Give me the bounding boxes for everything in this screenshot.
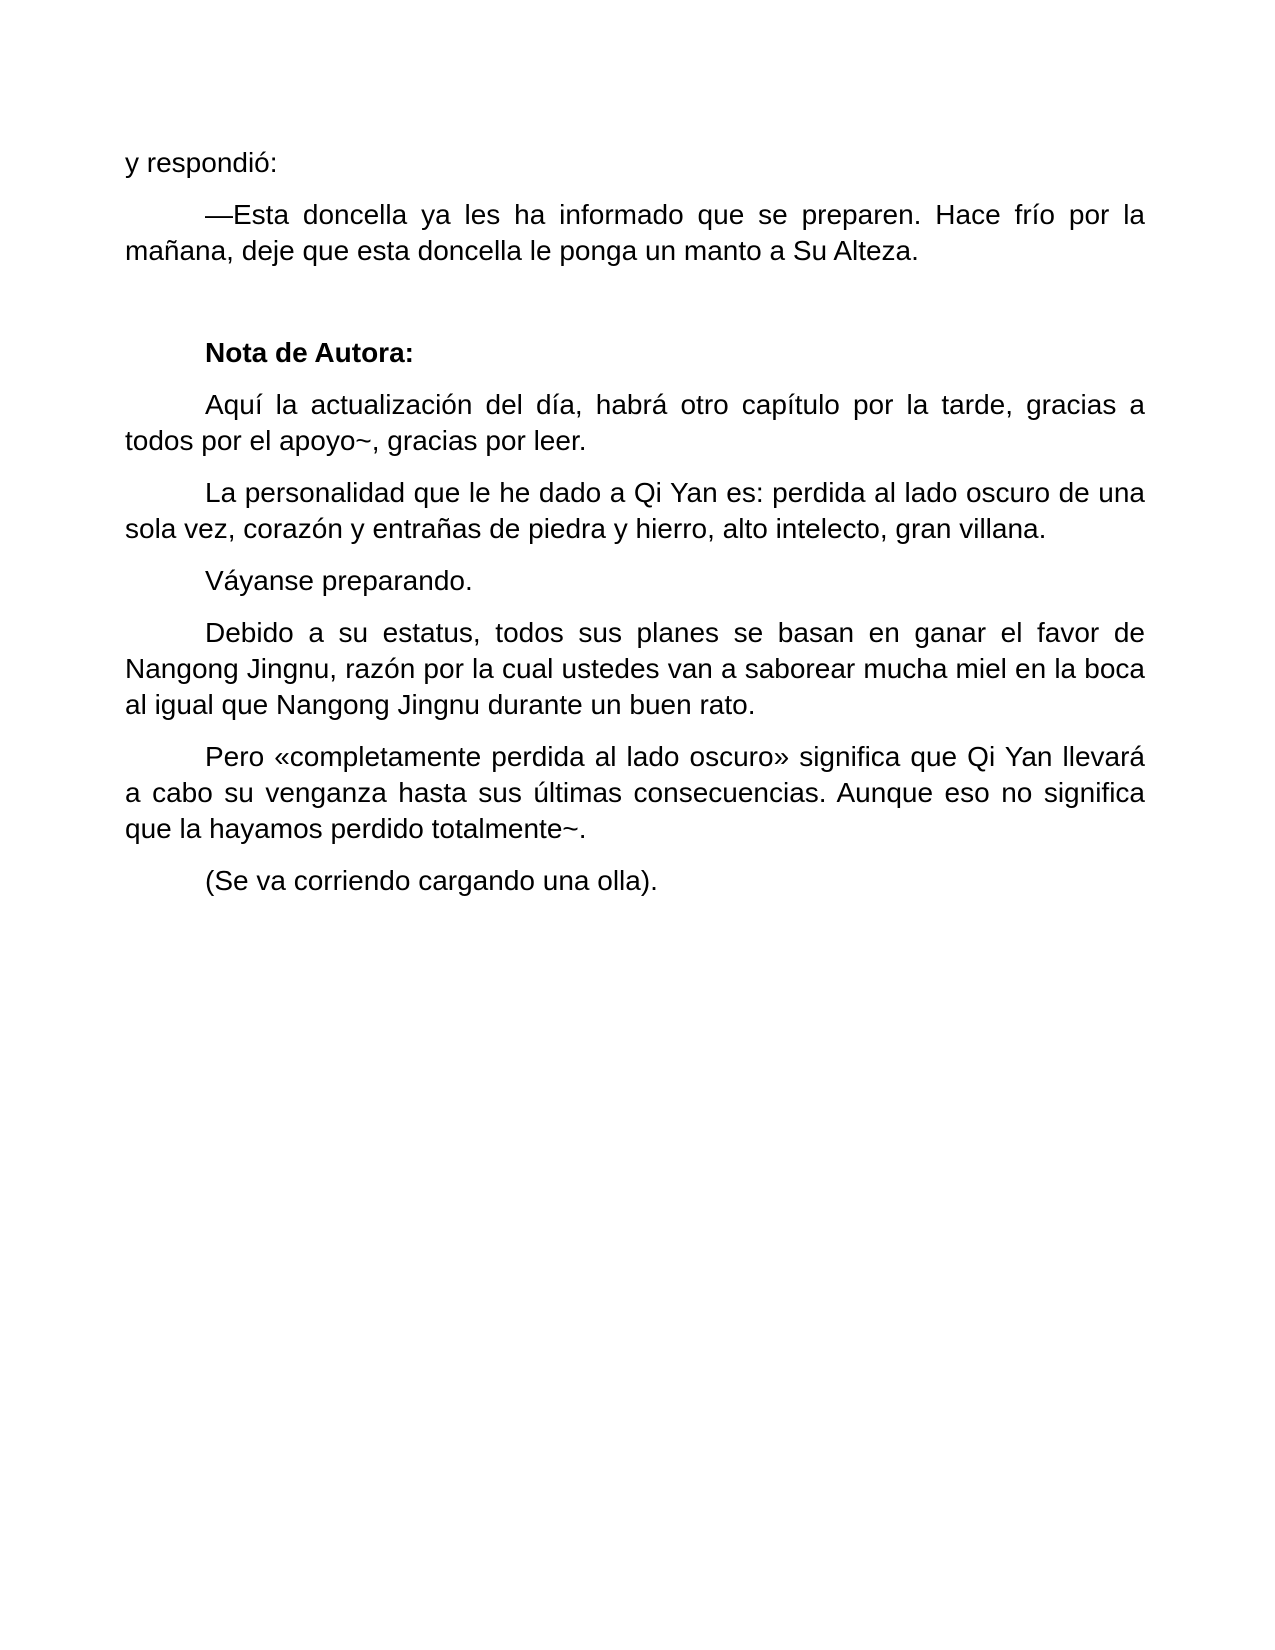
section-spacer	[125, 285, 1145, 335]
paragraph-dialogue: —Esta doncella ya les ha informado que se preparen. Hace frío por la mañana, deje que esta doncella le ponga un manto a Su Alteza.	[125, 199, 1145, 266]
author-note-paragraph: Pero «completamente perdida al lado oscuro» significa que Qi Yan llevará a cabo su venganza hasta sus últimas consecuencias. Aunque eso no significa que la hayamos perdido totalmente~.	[125, 741, 1145, 844]
document-body	[125, 145, 1145, 915]
author-note-paragraph: (Se va corriendo cargando una olla).	[205, 865, 658, 896]
author-note-paragraph: La personalidad que le he dado a Qi Yan es: perdida al lado oscuro de una sola vez, corazón y entrañas de piedra y hierro, alto intelecto, gran villana.	[125, 477, 1145, 544]
author-note-paragraph: Debido a su estatus, todos sus planes se basan en ganar el favor de Nangong Jingnu, razón por la cual ustedes van a saborear mucha miel en la boca al igual que Nangong Jingnu durante un buen rato.	[125, 617, 1145, 720]
paragraph-reply-intro: y respondió:	[125, 147, 278, 178]
author-note-paragraph: Váyanse preparando.	[205, 565, 473, 596]
author-note-heading: Nota de Autora:	[205, 337, 414, 368]
author-note-paragraph: Aquí la actualización del día, habrá otro capítulo por la tarde, gracias a todos por el apoyo~, gracias por leer.	[125, 389, 1145, 456]
